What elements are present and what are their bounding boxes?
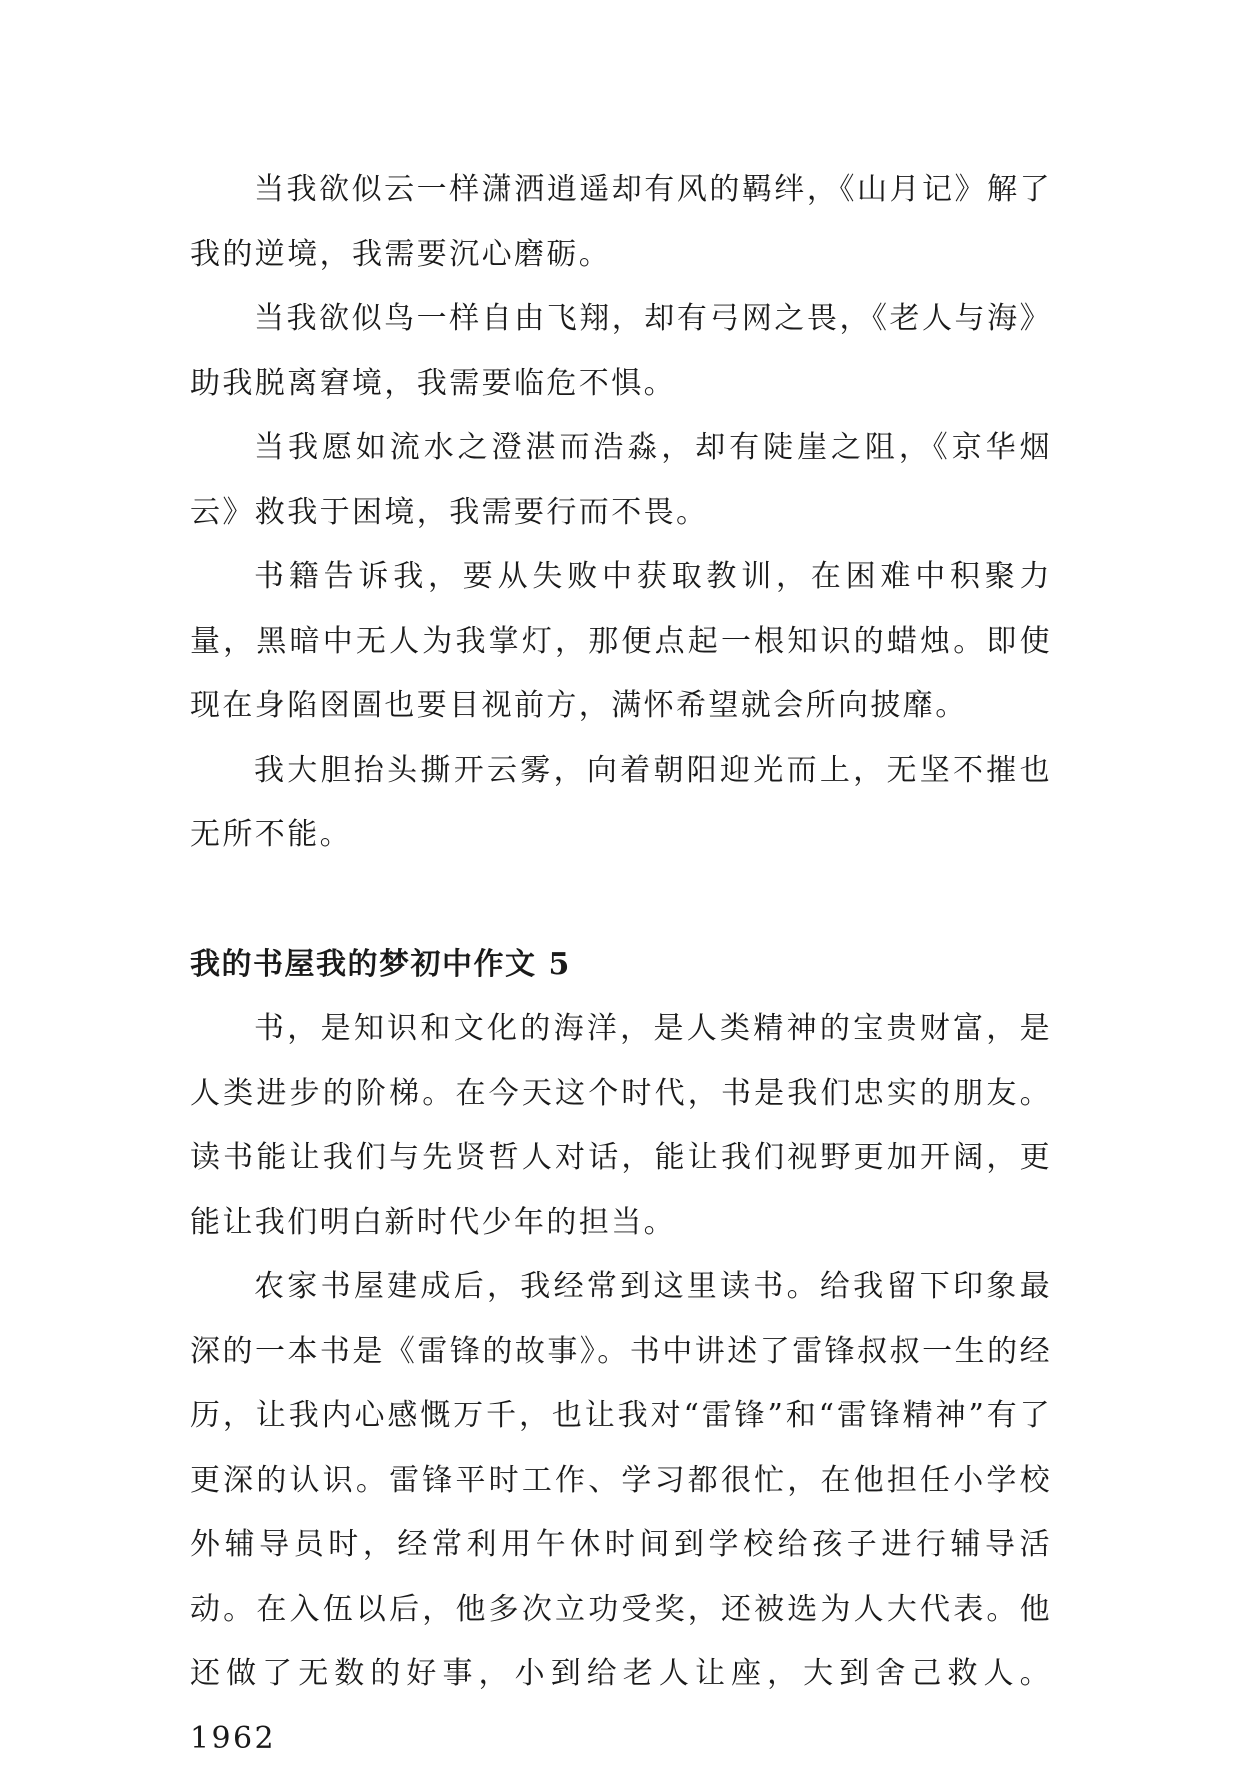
- paragraph: 当我欲似鸟一样自由飞翔，却有弓网之畏，《老人与海》助我脱离窘境，我需要临危不惧。: [190, 301, 1052, 401]
- paragraph: 书，是知识和文化的海洋，是人类精神的宝贵财富，是人类进步的阶梯。在今天这个时代，书是我们忠实的朋友。读书能让我们与先贤哲人对话，能让我们视野更加开阔，更能让我们明白新时代少年的担当。: [190, 1011, 1052, 1240]
- paragraph: 农家书屋建成后，我经常到这里读书。给我留下印象最深的一本书是《雷锋的故事》。书中讲述了雷锋叔叔一生的经历，让我内心感慨万千，也让我对“雷锋”和“雷锋精神”有了更深的认识。雷锋平时工作、学习都很忙，在他担任小学校外辅导员时，经常利用午休时间到学校给孩子进行辅导活动。在入伍以后，他多次立功受奖，还被选为人大代表。他还做了无数的好事，小到给老人让座，大到舍己救人。1962: [190, 1269, 1052, 1756]
- paragraph: 我大胆抬头撕开云雾，向着朝阳迎光而上，无坚不摧也无所不能。: [190, 752, 1052, 852]
- section-title: 我的书屋我的梦初中作文 5: [190, 946, 571, 982]
- document-body: [190, 158, 1052, 1771]
- paragraph: 当我愿如流水之澄湛而浩淼，却有陡崖之阻，《京华烟云》救我于困境，我需要行而不畏。: [190, 430, 1052, 530]
- paragraph: 书籍告诉我，要从失败中获取教训，在困难中积聚力量，黑暗中无人为我掌灯，那便点起一根知识的蜡烛。即使现在身陷囹圄也要目视前方，满怀希望就会所向披靡。: [190, 559, 1052, 723]
- paragraph: 当我欲似云一样潇洒逍遥却有风的羁绊，《山月记》解了我的逆境，我需要沉心磨砺。: [190, 172, 1052, 272]
